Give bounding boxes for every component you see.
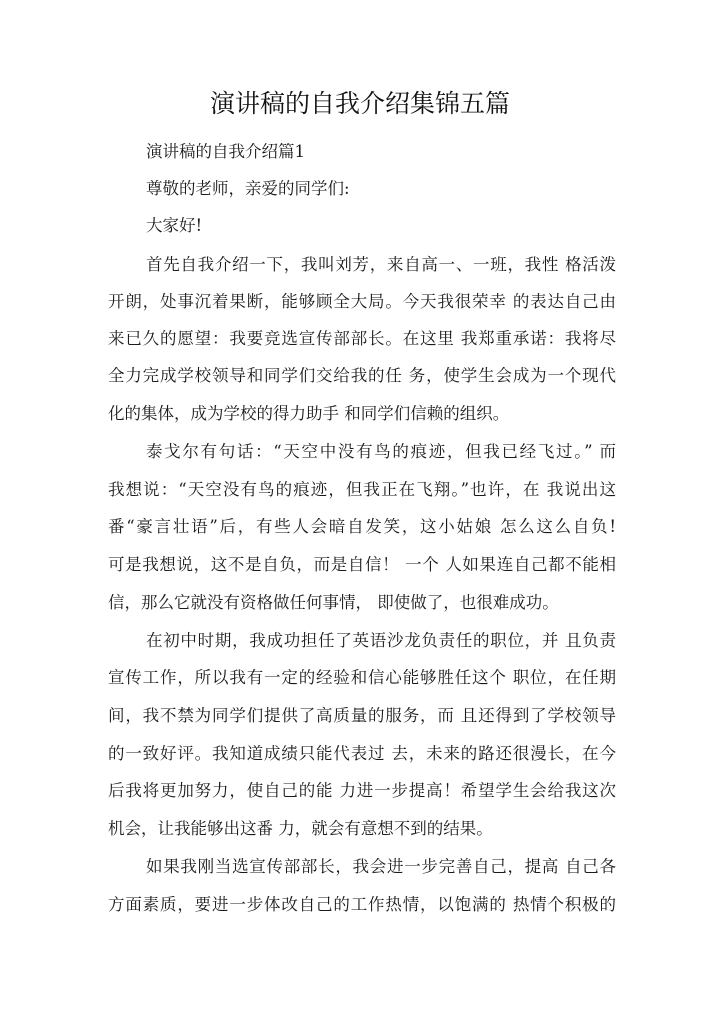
paragraph-line: 首先自我介绍一下，我叫刘芳，来自高一、一班，我性 格活泼 bbox=[146, 255, 616, 274]
paragraph-line: 开朗，处事沉着果断，能够顾全大局。今天我很荣幸 的表达自己由 bbox=[108, 292, 616, 311]
paragraph-line: 信，那么它就没有资格做任何事情， 即使做了，也很难成功。 bbox=[108, 593, 559, 612]
paragraph-line: 后我将更加努力，使自己的能 力进一步提高！希望学生会给我这次 bbox=[108, 781, 616, 800]
paragraph-line: 的一致好评。我知道成绩只能代表过 去，未来的路还很漫长，在今 bbox=[108, 744, 616, 763]
paragraph-line: 机会，让我能够出这番 力，就会有意想不到的结果。 bbox=[108, 819, 493, 838]
paragraph-line: 来已久的愿望：我要竞选宣传部部长。在这里 我郑重承诺：我将尽 bbox=[108, 329, 616, 348]
paragraph-line: 如果我刚当选宣传部部长，我会进一步完善自己，提高 自己各 bbox=[146, 857, 616, 876]
paragraph-line: 在初中时期，我成功担任了英语沙龙负责任的职位，并 且负责 bbox=[146, 631, 616, 650]
paragraph-line: 可是我想说，这不是自负，而是自信！ 一个 人如果连自己都不能相 bbox=[108, 555, 616, 574]
document-title: 演讲稿的自我介绍集锦五篇 bbox=[209, 89, 510, 118]
paragraph-line: 化的集体，成为学校的得力助手 和同学们信赖的组织。 bbox=[108, 404, 510, 423]
paragraph-line: 间，我不禁为同学们提供了高质量的服务，而 且还得到了学校领导 bbox=[108, 706, 616, 725]
paragraph-line: 方面素质，要进一步体改自己的工作热情，以饱满的 热情个积极的 bbox=[108, 895, 616, 914]
paragraph-line: 番“豪言壮语”后，有些人会暗自发笑，这小姑娘 怎么这么自负! bbox=[108, 517, 616, 536]
section-heading: 演讲稿的自我介绍篇1 bbox=[146, 142, 305, 161]
paragraph-line: 宣传工作，所以我有一定的经验和信心能够胜任这个 职位，在任期 bbox=[108, 668, 616, 687]
paragraph-line: 泰戈尔有句话：“天空中没有鸟的痕迹，但我已经飞过。” 而 bbox=[146, 442, 616, 461]
paragraph-line: 我想说：“天空没有鸟的痕迹，但我正在飞翔。”也许，在 我说出这 bbox=[108, 480, 616, 499]
paragraph-line: 全力完成学校领导和同学们交给我的任 务，使学生会成为一个现代 bbox=[108, 366, 616, 385]
salutation-line: 尊敬的老师，亲爱的同学们: bbox=[146, 179, 350, 198]
greeting-line: 大家好! bbox=[146, 216, 203, 235]
